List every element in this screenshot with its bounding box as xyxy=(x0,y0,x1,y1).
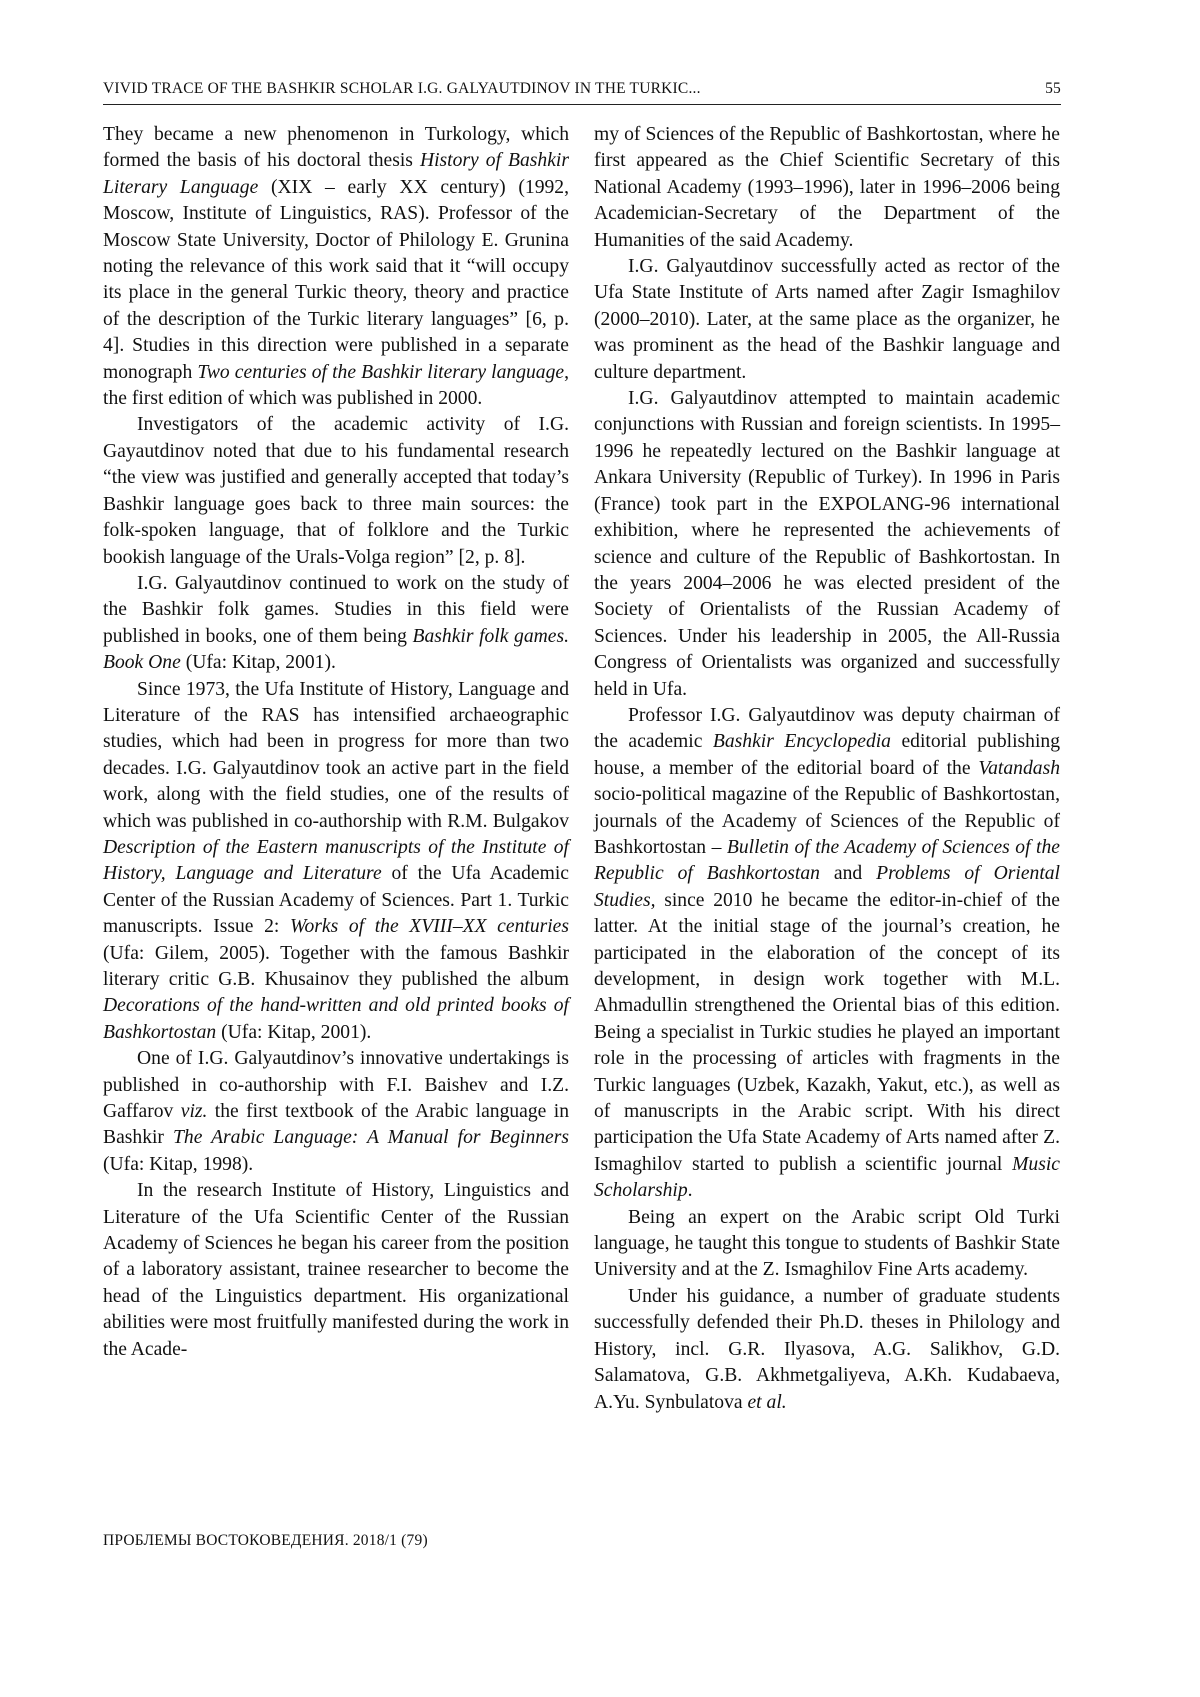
page-number: 55 xyxy=(1045,80,1061,97)
journal-footer: ПРОБЛЕМЫ ВОСТОКОВЕДЕНИЯ. 2018/1 (79) xyxy=(103,1532,428,1549)
italic-text: Bashkir folk games. Book One xyxy=(103,625,569,674)
text-run: I.G. Galyautdinov attempted to maintain academic conjunctions with Russian and foreign scientists. In 1995–1996 he repeatedly lectured on the Bashkir language at Ankara University (Republic of Turkey). In 1996 in Paris (France) took part in the EXPOLANG-96 international exhibition, where he represented the achievements of science and culture of the Republic of Bashkortostan. In the years 2004–2006 he was elected president of the Society of Orientalists of the Russian Academy of Sciences. Under his leadership in 2005, the All-Russia Congress of Orientalists was organized and successfully held in Ufa. xyxy=(594,388,1060,700)
italic-text: History of Bashkir Literary Language xyxy=(103,150,569,198)
paragraph xyxy=(103,571,569,677)
italic-text: viz. xyxy=(180,1101,208,1123)
text-run: my of Sciences of the Republic of Bashkortostan, where he first appeared as the Chief Scientific Secretary of this National Academy (1993–1996), later in 1996–2006 being Academician-Secretary of the Department of the Humanities of the said Academy. xyxy=(594,124,1060,251)
text-run: One of I.G. Galyautdinov’s innovative undertakings is published in co-authorship with F.I. Baishev and I.Z. Gaffarov xyxy=(103,1048,569,1123)
text-run: , the first edition of which was published in 2000. xyxy=(103,361,569,410)
italic-text: Problems of Oriental Studies, xyxy=(594,863,1061,911)
text-run: the first textbook of the Arabic language in Bashkir xyxy=(103,1101,569,1149)
left-column xyxy=(103,122,569,1363)
text-run: . xyxy=(687,1180,693,1202)
paragraph xyxy=(594,386,1060,703)
italic-text: Description of the Eastern manuscripts of the Institute of History, Language and Literature xyxy=(103,836,569,885)
text-run: I.G. Galyautdinov successfully acted as rector of the Ufa State Institute of Arts named after Zagir Ismaghilov (2000–2010). Later, at the same place as the organizer, he was prominent as the head of the Bashkir language and culture department. xyxy=(594,256,1060,383)
text-run: since 2010 he became the editor-in-chief of the latter. At the initial stage of the journal’s creation, he participated in the elaboration of the concept of its development, in design work together with M.L. Ahmadullin strengthened the Oriental bias of this edition. Being a specialist in Turkic studies he played an important role in the processing of articles with fragments in the Turkic languages (Uzbek, Kazakh, Yakut, etc.), as well as of manuscripts in the Arabic script. With his direct participation the Ufa State Academy of Arts named after Z. Ismaghilov started to publish a scientific journal xyxy=(594,889,1060,1175)
italic-text: Bashkir Encyclopedia xyxy=(712,731,891,753)
text-run: of the Ufa Academic Center of the Russian Academy of Sciences. Part 1. Turkic manuscripts. Issue 2: xyxy=(103,863,569,938)
paragraph xyxy=(103,412,569,570)
text-run: (XIX – early XX century) (1992, Moscow, Institute of Linguistics, RAS). Professor of the Moscow State University, Doctor of Philology E. Grunina noting the relevance of this work said that it “will occupy its place in the general Turkic theory, theory and practice of the description of the Turkic literary languages” [6, p. 4]. Studies in this direction were published in a separate monograph xyxy=(103,176,570,383)
text-run: Being an expert on the Arabic script Old Turki language, he taught this tongue to students of Bashkir State University and at the Z. Ismaghilov Fine Arts academy. xyxy=(594,1206,1060,1281)
paragraph xyxy=(103,122,569,412)
paragraph xyxy=(103,677,569,1047)
text-run: Since 1973, the Ufa Institute of History, Language and Literature of the RAS has intensified archaeographic studies, which had been in progress for more than two decades. I.G. Galyautdinov took an active part in the field work, along with the field studies, one of the results of which was published in co-authorship with R.M. Bulgakov xyxy=(103,678,569,832)
paragraph xyxy=(594,1284,1060,1416)
italic-text: The Arabic Language: A Manual for Beginners xyxy=(173,1127,569,1149)
paragraph xyxy=(103,1178,569,1363)
text-run: In the research Institute of History, Linguistics and Literature of the Ufa Scientific Center of the Russian Academy of Sciences he began his career from the position of a laboratory assistant, trainee researcher to become the head of the Linguistics department. His organizational abilities were most fruitfully manifested during the work in the Acade- xyxy=(103,1180,569,1360)
italic-text: Bulletin of the Academy of Sciences of the Republic of Bashkortostan xyxy=(594,836,1060,885)
running-header xyxy=(103,80,1061,105)
italic-text: Two centuries of the Bashkir literary language xyxy=(197,361,565,383)
text-run: Professor I.G. Galyautdinov was deputy chairman of the academic xyxy=(594,704,1060,753)
paragraph xyxy=(594,1205,1060,1284)
paragraph xyxy=(594,703,1060,1205)
text-run: and xyxy=(819,863,877,885)
running-title: VIVID TRACE OF THE BASHKIR SCHOLAR I.G. GALYAUTDINOV IN THE TURKIC... xyxy=(103,80,701,97)
text-run: They became a new phenomenon in Turkology, which formed the basis of his doctoral thesis xyxy=(103,124,569,172)
italic-text: Vatandash xyxy=(978,757,1060,779)
text-run: (Ufa: Kitap, 1998). xyxy=(103,1153,254,1175)
paragraph xyxy=(103,1046,569,1178)
text-run: editorial publishing house, a member of the editorial board of the xyxy=(594,731,1060,779)
text-run: (Ufa: Kitap, 2001). xyxy=(216,1021,372,1043)
text-run: Under his guidance, a number of graduate students successfully defended their Ph.D. theses in Philology and History, incl. G.R. Ilyasova, A.G. Salikhov, G.D. Salamatova, G.B. Akhmetgaliyeva, A.Kh. Kudabaeva, A.Yu. Synbulatova xyxy=(594,1285,1060,1413)
paragraph xyxy=(594,122,1060,254)
right-column xyxy=(594,122,1060,1416)
italic-text: Works of the XVIII–XX centuries xyxy=(289,916,570,938)
text-run: Investigators of the academic activity of I.G. Gayautdinov noted that due to his fundamental research “the view was justified and generally accepted that today’s Bashkir language goes back to three main sources: the folk-spoken language, that of folklore and the Turkic bookish language of the Urals-Volga region” [2, p. 8]. xyxy=(103,414,569,568)
paragraph xyxy=(594,254,1060,386)
italic-text: Music Scholarship xyxy=(594,1153,1060,1202)
text-run: socio-political magazine of the Republic of Bashkortostan, journals of the Academy of Sciences of the Republic of Bashkortostan – xyxy=(594,784,1060,858)
italic-text: et al. xyxy=(747,1391,787,1413)
italic-text: Decorations of the hand-written and old printed books of Bashkortostan xyxy=(103,995,569,1043)
text-run: (Ufa: Kitap, 2001). xyxy=(180,652,336,674)
text-run: I.G. Galyautdinov continued to work on the study of the Bashkir folk games. Studies in this field were published in books, one of them being xyxy=(103,572,569,647)
text-run: (Ufa: Gilem, 2005). Together with the famous Bashkir literary critic G.B. Khusainov they published the album xyxy=(103,942,569,990)
